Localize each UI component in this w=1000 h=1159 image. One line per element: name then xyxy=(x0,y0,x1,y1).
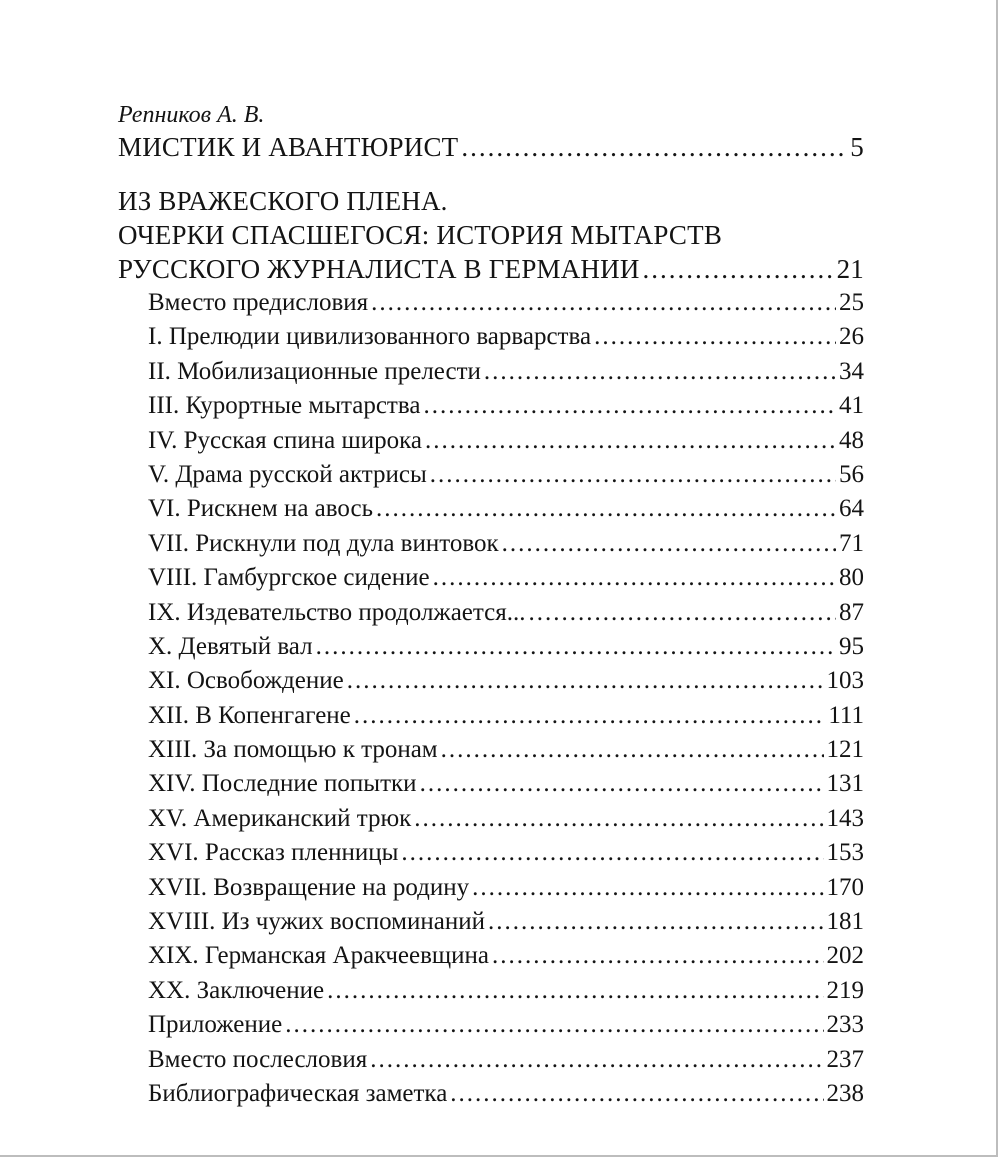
toc-item-page: 237 xyxy=(826,1045,864,1073)
toc-item-page: 80 xyxy=(839,564,864,592)
toc-item xyxy=(118,767,864,801)
toc-item xyxy=(118,389,864,423)
toc-item-title: XI. Освобождение xyxy=(148,667,344,695)
dot-leader xyxy=(414,802,823,836)
toc-item-title: VIII. Гамбургское сидение xyxy=(148,564,430,592)
toc-item-title: III. Курортные мытарства xyxy=(148,392,421,420)
dot-leader xyxy=(643,252,834,286)
dot-leader xyxy=(327,974,823,1008)
toc-item-title: Библиографическая заметка xyxy=(148,1079,448,1107)
toc-item-title: XX. Заключение xyxy=(148,976,325,1004)
dot-leader xyxy=(488,905,824,939)
dot-leader xyxy=(472,871,823,905)
toc-item xyxy=(118,871,864,905)
toc-item-title: XVI. Рассказ пленницы xyxy=(148,839,399,867)
toc-entry-title: МИСТИК И АВАНТЮРИСТ xyxy=(118,132,459,162)
toc-item-page: 143 xyxy=(826,804,864,832)
toc-item-page: 181 xyxy=(826,908,864,936)
section-heading-line-1: ИЗ ВРАЖЕСКОГО ПЛЕНА. xyxy=(118,186,448,216)
toc-item-title: VII. Рискнули под дула винтовок xyxy=(148,529,499,557)
toc-item xyxy=(118,1077,864,1111)
toc-item-title: VI. Рискнем на авось xyxy=(148,495,374,523)
author-name: Репников А. В. xyxy=(118,102,265,128)
toc-item xyxy=(118,905,864,939)
toc-item xyxy=(118,596,864,630)
toc-item-page: 64 xyxy=(839,495,864,523)
toc-item-page: 34 xyxy=(839,357,864,385)
toc-item-page: 238 xyxy=(826,1079,864,1107)
toc-item-title: IX. Издевательство продолжается... xyxy=(148,598,526,626)
toc-entry-section xyxy=(118,252,864,286)
dot-leader xyxy=(376,492,836,526)
toc-item xyxy=(118,699,864,733)
toc-item xyxy=(118,286,864,320)
toc-item xyxy=(118,320,864,354)
toc-item-title: XVIII. Из чужих воспоминаний xyxy=(148,908,485,936)
toc-item-title: XIX. Германская Аракчеевщина xyxy=(148,942,490,970)
toc-item-page: 56 xyxy=(839,460,864,488)
dot-leader xyxy=(401,836,823,870)
dot-leader xyxy=(433,561,836,595)
toc-item-title: XV. Американский трюк xyxy=(148,804,412,832)
toc-item-page: 25 xyxy=(839,289,864,316)
toc-item-title: Вместо послесловия xyxy=(148,1045,368,1073)
table-of-contents xyxy=(118,100,864,1111)
dot-leader xyxy=(316,630,836,664)
toc-entry-title: РУССКОГО ЖУРНАЛИСТА В ГЕРМАНИИ xyxy=(118,254,640,284)
toc-item xyxy=(118,458,864,492)
toc-item-page: 170 xyxy=(826,873,864,901)
toc-item-page: 48 xyxy=(839,426,864,454)
toc-item-title: XVII. Возвращение на родину xyxy=(148,873,470,901)
dot-leader xyxy=(528,596,836,630)
toc-item-page: 153 xyxy=(826,839,864,867)
toc-item-page: 219 xyxy=(826,976,864,1004)
toc-item xyxy=(118,561,864,595)
toc-item xyxy=(118,492,864,526)
dot-leader xyxy=(370,1043,823,1077)
toc-item xyxy=(118,802,864,836)
toc-item-page: 71 xyxy=(839,529,864,557)
dot-leader xyxy=(461,130,847,164)
dot-leader xyxy=(441,733,824,767)
toc-item-title: XII. В Копенгагене xyxy=(148,701,351,729)
toc-item-title: XIII. За помощью к тронам xyxy=(148,736,438,764)
toc-item-title: Вместо предисловия xyxy=(148,289,369,316)
toc-item xyxy=(118,630,864,664)
toc-item xyxy=(118,733,864,767)
dot-leader xyxy=(423,389,836,423)
toc-item-page: 103 xyxy=(826,667,864,695)
toc-item-title: Приложение xyxy=(148,1011,283,1039)
dot-leader xyxy=(425,424,836,458)
toc-item-list xyxy=(118,286,864,1111)
toc-item-page: 95 xyxy=(839,632,864,660)
section-heading-line-2: ОЧЕРКИ СПАСШЕГОСЯ: ИСТОРИЯ МЫТАРСТВ xyxy=(118,220,723,250)
toc-item xyxy=(118,974,864,1008)
toc-item-title: XIV. Последние попытки xyxy=(148,770,417,798)
toc-item-page: 87 xyxy=(839,598,864,626)
toc-item xyxy=(118,355,864,389)
dot-leader xyxy=(354,699,826,733)
toc-item-page: 121 xyxy=(826,736,864,764)
dot-leader xyxy=(347,664,824,698)
toc-entry-mystic xyxy=(118,130,864,164)
toc-item xyxy=(118,836,864,870)
spacer xyxy=(118,164,864,184)
toc-item xyxy=(118,527,864,561)
toc-item-title: X. Девятый вал xyxy=(148,632,313,660)
toc-item-page: 111 xyxy=(828,701,864,729)
dot-leader xyxy=(594,320,836,354)
toc-item xyxy=(118,664,864,698)
toc-item-title: V. Драма русской актрисы xyxy=(148,460,427,488)
toc-item-page: 131 xyxy=(826,770,864,798)
toc-item-page: 202 xyxy=(826,942,864,970)
dot-leader xyxy=(484,355,836,389)
toc-entry-page: 21 xyxy=(836,254,864,284)
dot-leader xyxy=(492,939,823,973)
toc-item xyxy=(118,939,864,973)
dot-leader xyxy=(371,286,836,320)
dot-leader xyxy=(450,1077,823,1111)
toc-entry-page: 5 xyxy=(850,132,864,162)
toc-item-page: 26 xyxy=(839,323,864,351)
toc-item-title: IV. Русская спина широка xyxy=(148,426,422,454)
dot-leader xyxy=(285,1008,823,1042)
toc-item xyxy=(118,1008,864,1042)
toc-item-title: II. Мобилизационные прелести xyxy=(148,357,481,385)
toc-item-title: I. Прелюдии цивилизованного варварства xyxy=(148,323,592,351)
toc-item-page: 233 xyxy=(826,1011,864,1039)
dot-leader xyxy=(430,458,836,492)
toc-item xyxy=(118,424,864,458)
dot-leader xyxy=(502,527,836,561)
toc-item-page: 41 xyxy=(839,392,864,420)
dot-leader xyxy=(420,767,824,801)
toc-item xyxy=(118,1043,864,1077)
